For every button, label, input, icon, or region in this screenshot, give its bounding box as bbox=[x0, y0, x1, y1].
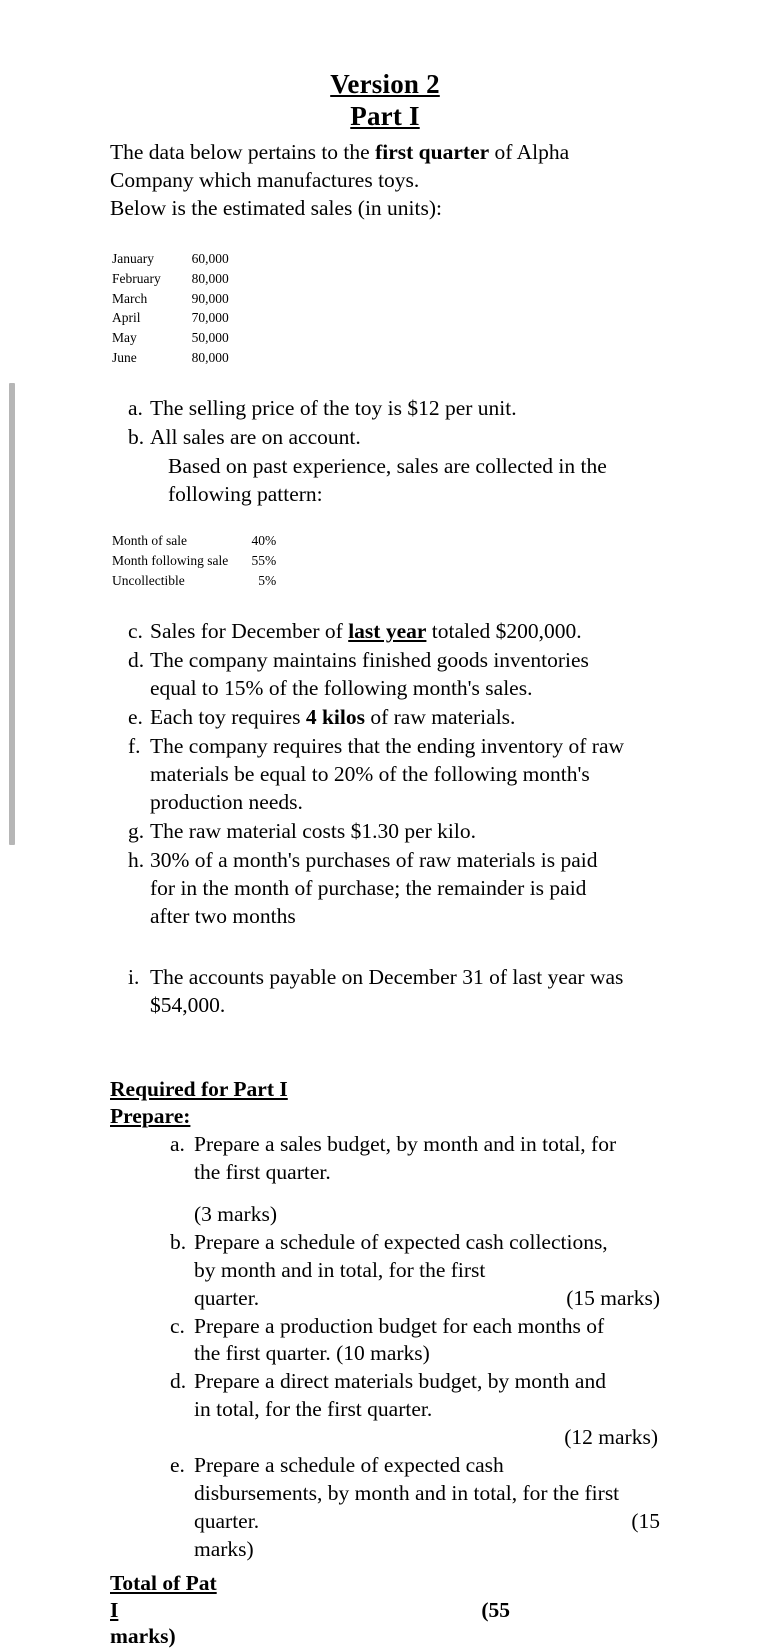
sales-month: January bbox=[112, 251, 154, 267]
fact-text: All sales are on account. bbox=[150, 425, 361, 450]
fact-text bbox=[150, 964, 660, 1020]
required-d-marks bbox=[170, 1424, 660, 1452]
table-row bbox=[112, 571, 276, 591]
fact-i-line-2: $54,000. bbox=[150, 992, 226, 1017]
fact-i-line-1: The accounts payable on December 31 of last year was bbox=[150, 964, 624, 989]
required-b-line-2: by month and in total, for the first bbox=[194, 1257, 486, 1282]
sales-units: 80,000 bbox=[191, 270, 229, 286]
fact-text bbox=[150, 704, 660, 732]
fact-item-h bbox=[128, 847, 660, 931]
fact-text bbox=[150, 647, 660, 703]
required-a-line-1: Prepare a sales budget, by month and in total, for bbox=[194, 1131, 617, 1156]
required-items-list bbox=[110, 1131, 660, 1564]
sales-month: June bbox=[112, 349, 137, 365]
fact-marker: d. bbox=[128, 648, 145, 673]
fact-c-post: totaled $200,000. bbox=[426, 619, 582, 644]
facts-list-continued bbox=[110, 618, 660, 1019]
spacer bbox=[128, 932, 660, 964]
table-row bbox=[112, 531, 276, 551]
pattern-percent: 5% bbox=[258, 572, 277, 588]
fact-text bbox=[150, 847, 660, 931]
fact-c-emphasis: last year bbox=[348, 619, 427, 644]
marks-value-part-2: marks) bbox=[194, 1537, 254, 1562]
intro-line-3: Below is the estimated sales (in units): bbox=[110, 196, 443, 221]
fact-h-line-3: after two months bbox=[150, 903, 296, 928]
pattern-label: Month following sale bbox=[112, 552, 229, 568]
required-item-a bbox=[170, 1131, 660, 1187]
fact-c-pre: Sales for December of bbox=[150, 619, 349, 644]
fact-b-cont-line-1: Based on past experience, sales are collected in the bbox=[168, 454, 607, 479]
total-marks-part-2: marks) bbox=[110, 1624, 176, 1649]
required-marker: b. bbox=[170, 1229, 187, 1254]
required-e-line-3: quarter. bbox=[194, 1509, 260, 1534]
facts-list bbox=[110, 395, 660, 509]
sales-month: March bbox=[112, 290, 148, 306]
fact-f-line-1: The company requires that the ending inventory of raw bbox=[150, 734, 625, 759]
required-c-line-2: the first quarter. (10 marks) bbox=[194, 1341, 430, 1366]
required-item-b bbox=[170, 1229, 660, 1285]
table-row bbox=[112, 308, 229, 328]
fact-marker: b. bbox=[128, 425, 145, 450]
marks-value-part-1: (15 bbox=[631, 1509, 660, 1534]
intro-line-2: Company which manufactures toys. bbox=[110, 168, 420, 193]
pattern-label: Uncollectible bbox=[112, 572, 185, 588]
fact-text bbox=[150, 733, 660, 817]
page-title: Version 2 bbox=[330, 69, 440, 99]
estimated-sales-table bbox=[112, 249, 229, 367]
fact-item-c bbox=[128, 618, 660, 646]
required-text bbox=[194, 1313, 660, 1369]
marks-value: (15 marks) bbox=[566, 1285, 660, 1310]
table-row bbox=[112, 328, 229, 348]
total-block bbox=[110, 1570, 660, 1650]
intro-text-emphasis: first quarter bbox=[375, 140, 490, 165]
fact-d-line-2: equal to 15% of the following month's sales. bbox=[150, 676, 533, 701]
intro-text-post: of Alpha bbox=[489, 140, 570, 165]
required-b-line-3: quarter. bbox=[194, 1285, 260, 1310]
fact-item-e bbox=[128, 704, 660, 732]
fact-item-a bbox=[128, 395, 660, 423]
sales-month: February bbox=[112, 270, 161, 286]
required-d-line-2: in total, for the first quarter. bbox=[194, 1397, 433, 1422]
prepare-subheading bbox=[110, 1103, 660, 1129]
sales-month: May bbox=[112, 330, 137, 346]
fact-f-line-3: production needs. bbox=[150, 789, 303, 814]
required-heading-text: Required for Part I bbox=[110, 1077, 288, 1102]
sales-month: April bbox=[112, 310, 141, 326]
sales-units: 80,000 bbox=[191, 349, 229, 365]
fact-h-line-2: for in the month of purchase; the remainder is paid bbox=[150, 875, 587, 900]
required-a-marks bbox=[170, 1201, 660, 1229]
required-e-last-line bbox=[170, 1508, 660, 1536]
spacer bbox=[170, 1187, 660, 1201]
required-heading bbox=[110, 1076, 660, 1102]
marks-value: (12 marks) bbox=[564, 1425, 658, 1450]
fact-b-cont-line-2: following pattern: bbox=[168, 482, 323, 507]
required-a-line-2: the first quarter. bbox=[194, 1159, 331, 1184]
fact-h-line-1: 30% of a month's purchases of raw materials is paid bbox=[150, 847, 598, 872]
title-block bbox=[110, 70, 660, 131]
required-marker: d. bbox=[170, 1369, 187, 1394]
total-marks-part-1: (55 bbox=[481, 1597, 510, 1622]
required-item-d bbox=[170, 1368, 660, 1424]
required-text bbox=[194, 1131, 660, 1187]
table-row bbox=[112, 289, 229, 309]
total-marks-wrap bbox=[110, 1623, 660, 1650]
required-item-e bbox=[170, 1452, 660, 1508]
required-text bbox=[194, 1452, 660, 1508]
table-row bbox=[112, 551, 276, 571]
required-c-line-1: Prepare a production budget for each months of bbox=[194, 1313, 605, 1338]
intro-text-pre: The data below pertains to the bbox=[110, 140, 376, 165]
fact-e-pre: Each toy requires bbox=[150, 705, 306, 730]
sales-units: 50,000 bbox=[191, 330, 229, 346]
required-section bbox=[110, 1076, 660, 1649]
fact-item-d bbox=[128, 647, 660, 703]
fact-item-f bbox=[128, 733, 660, 817]
fact-f-line-2: materials be equal to 20% of the following month's bbox=[150, 761, 590, 786]
required-marker: a. bbox=[170, 1131, 185, 1156]
total-label-line-2-wrap bbox=[110, 1597, 660, 1624]
collection-pattern-table bbox=[112, 531, 276, 590]
sales-units: 60,000 bbox=[191, 251, 229, 267]
required-b-line-1: Prepare a schedule of expected cash collections, bbox=[194, 1229, 608, 1254]
fact-item-b bbox=[128, 424, 660, 452]
table-row bbox=[112, 348, 229, 368]
fact-item-i bbox=[128, 964, 660, 1020]
table-row bbox=[112, 269, 229, 289]
table-row bbox=[112, 249, 229, 269]
fact-marker: h. bbox=[128, 847, 145, 872]
fact-marker: i. bbox=[128, 964, 140, 989]
fact-b-continuation bbox=[128, 453, 660, 509]
pattern-percent: 55% bbox=[251, 552, 277, 568]
prepare-subheading-text: Prepare: bbox=[110, 1103, 191, 1128]
fact-item-g bbox=[128, 818, 660, 846]
sales-units: 70,000 bbox=[191, 310, 229, 326]
required-text bbox=[194, 1229, 660, 1285]
pattern-label: Month of sale bbox=[112, 533, 187, 549]
required-e-line-1: Prepare a schedule of expected cash bbox=[194, 1453, 504, 1478]
spacer bbox=[110, 1020, 660, 1076]
total-label-line-1: Total of Pat bbox=[110, 1570, 217, 1595]
required-item-c bbox=[170, 1313, 660, 1369]
pattern-percent: 40% bbox=[251, 533, 277, 549]
fact-text: The raw material costs $1.30 per kilo. bbox=[150, 818, 476, 843]
required-e-line-2: disbursements, by month and in total, for the first bbox=[194, 1481, 620, 1506]
fact-marker: a. bbox=[128, 396, 143, 421]
fact-text: The selling price of the toy is $12 per unit. bbox=[150, 396, 517, 421]
page-subtitle: Part I bbox=[350, 101, 420, 132]
fact-e-emphasis: 4 kilos bbox=[305, 705, 365, 730]
total-label-line-1-wrap bbox=[110, 1570, 660, 1597]
fact-text bbox=[150, 618, 660, 646]
required-d-line-1: Prepare a direct materials budget, by month and bbox=[194, 1369, 606, 1394]
intro-paragraph bbox=[110, 139, 660, 223]
fact-d-line-1: The company maintains finished goods inventories bbox=[150, 648, 589, 673]
total-label-line-2: I bbox=[110, 1597, 119, 1622]
required-text bbox=[194, 1368, 660, 1424]
fact-marker: f. bbox=[128, 734, 141, 759]
fact-marker: c. bbox=[128, 619, 143, 644]
required-marker: e. bbox=[170, 1453, 185, 1478]
required-e-marks-wrap bbox=[170, 1536, 660, 1564]
required-marker: c. bbox=[170, 1313, 185, 1338]
marks-value: (3 marks) bbox=[194, 1201, 277, 1226]
fact-e-post: of raw materials. bbox=[364, 705, 516, 730]
fact-marker: e. bbox=[128, 705, 143, 730]
fact-marker: g. bbox=[128, 818, 145, 843]
sales-units: 90,000 bbox=[191, 290, 229, 306]
required-b-last-line bbox=[170, 1285, 660, 1313]
